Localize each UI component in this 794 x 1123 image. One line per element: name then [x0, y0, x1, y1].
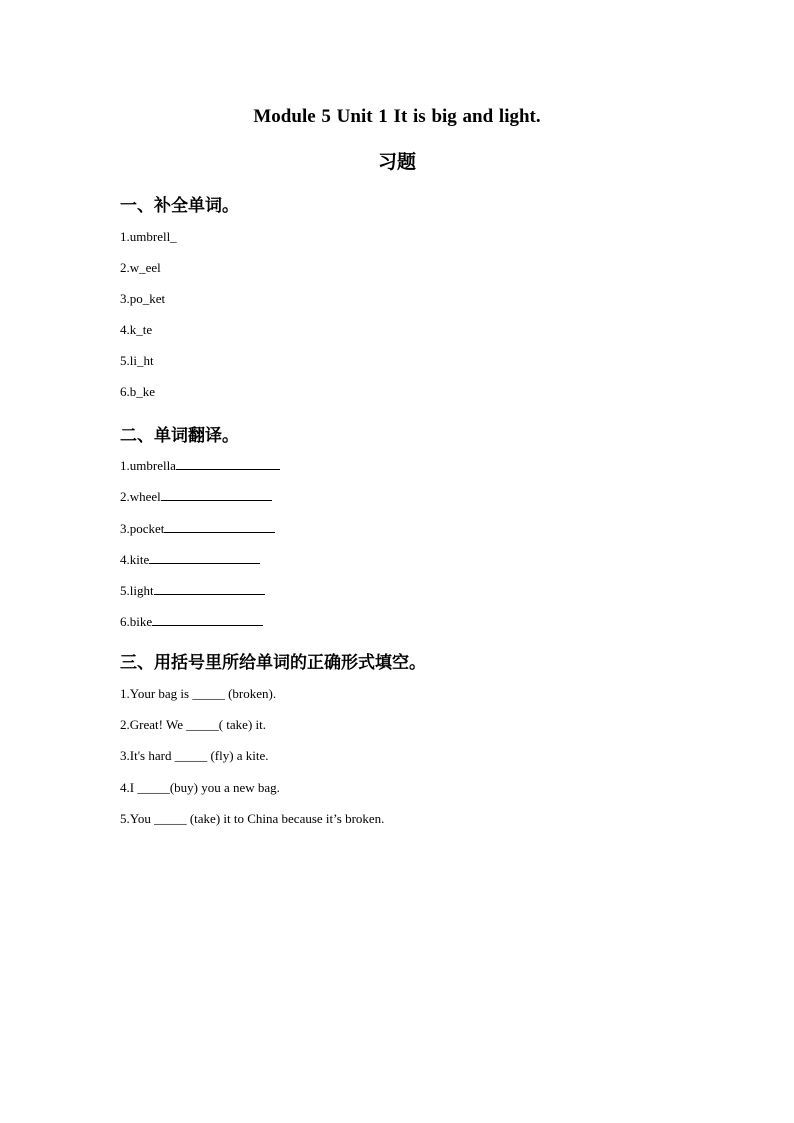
word-form-item: 3.It's hard _____ (fly) a kite.	[120, 748, 269, 763]
fill-letter-item: 3.po_ket	[120, 291, 166, 306]
answer-blank-line[interactable]	[154, 582, 265, 595]
answer-blank-line[interactable]	[164, 520, 275, 533]
answer-blank-line[interactable]	[161, 488, 272, 501]
translate-item	[120, 613, 263, 630]
word-form-item: 2.Great! We _____( take) it.	[120, 717, 266, 732]
translate-word: 1.umbrella	[120, 458, 176, 473]
translate-item	[120, 457, 280, 474]
section-heading-fill-letters: 一、补全单词。	[120, 196, 239, 216]
translate-item	[120, 582, 265, 599]
word-form-item: 5.You _____ (take) it to China because it’s broken.	[120, 811, 385, 826]
translate-item	[120, 520, 275, 537]
page-title: Module 5 Unit 1 It is big and light.	[253, 106, 541, 127]
section-heading-word-forms: 三、用括号里所给单词的正确形式填空。	[120, 653, 426, 673]
translate-item	[120, 488, 272, 505]
translate-word: 6.bike	[120, 614, 153, 629]
section-heading-translate: 二、单词翻译。	[120, 426, 239, 446]
fill-letter-item: 5.li_ht	[120, 353, 154, 368]
fill-letter-item: 4.k_te	[120, 322, 153, 337]
word-form-item: 4.I _____(buy) you a new bag.	[120, 780, 280, 795]
answer-blank-line[interactable]	[176, 457, 280, 470]
fill-letter-item: 1.umbrell_	[120, 229, 177, 244]
answer-blank-line[interactable]	[152, 613, 263, 626]
translate-word: 5.light	[120, 583, 154, 598]
translate-item	[120, 551, 260, 568]
fill-letter-item: 6.b_ke	[120, 384, 156, 399]
word-form-item: 1.Your bag is _____ (broken).	[120, 686, 277, 701]
translate-word: 4.kite	[120, 552, 150, 567]
translate-word: 3.pocket	[120, 521, 165, 536]
answer-blank-line[interactable]	[149, 551, 260, 564]
translate-word: 2.wheel	[120, 489, 161, 504]
fill-letter-item: 2.w_eel	[120, 260, 161, 275]
page-subtitle: 习题	[377, 152, 416, 173]
